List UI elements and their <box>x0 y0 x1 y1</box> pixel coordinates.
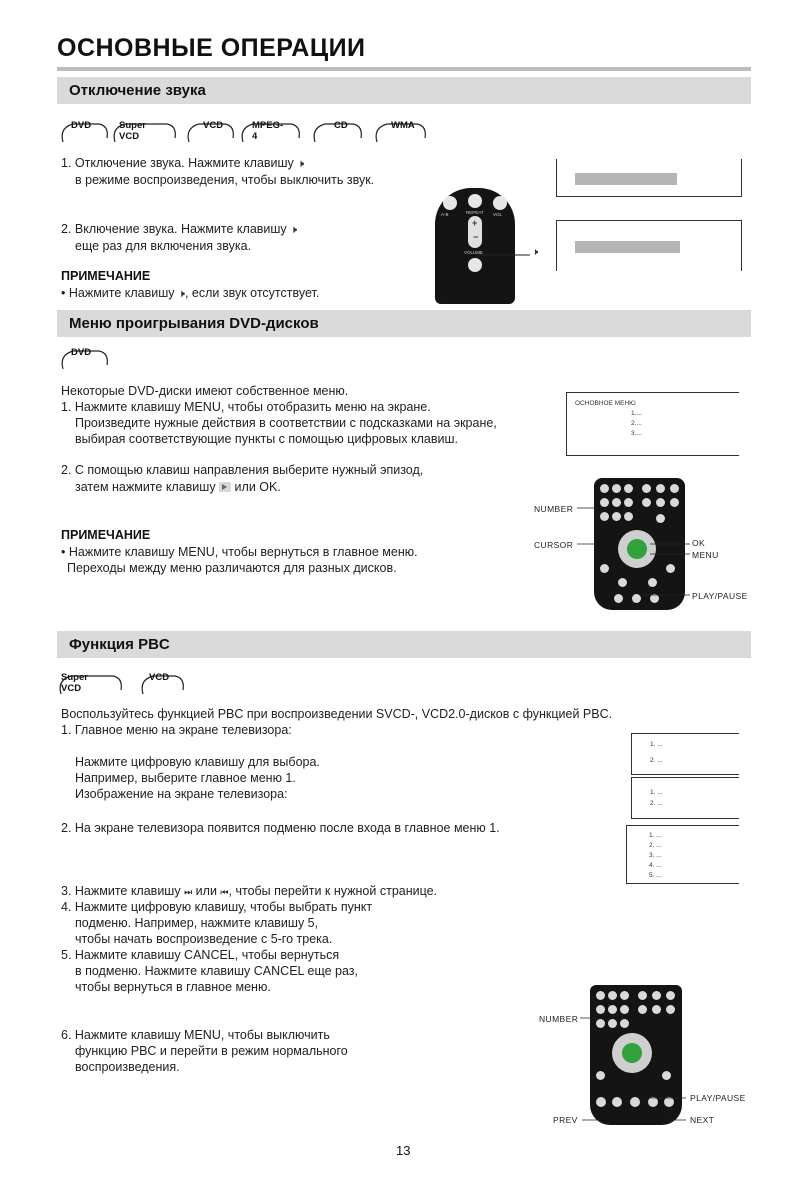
dvd-menu-intro: Некоторые DVD-диски имеют собственное меню. <box>61 384 349 398</box>
pbc-step1-sub1: Нажмите цифровую клавишу для выбора. <box>75 755 320 769</box>
callout-play-pause: PLAY/PAUSE <box>692 591 748 601</box>
pbc-step1-sub2: Например, выберите главное меню 1. <box>75 771 296 785</box>
pbc-step3: 3. Нажмите клавишу ⏭︎ или ⏮︎, чтобы перейти к нужной странице. <box>61 884 438 898</box>
pbc-step5-line1: 5. Нажмите клавишу CANCEL, чтобы вернуться <box>61 948 340 962</box>
mute-callout-icon: 🕨︎ <box>532 247 539 258</box>
pbc-step5-line2: в подменю. Нажмите клавишу CANCEL еще раз, <box>75 964 358 978</box>
callout-number: NUMBER <box>539 1014 579 1024</box>
callout-play-pause: PLAY/PAUSE <box>690 1093 746 1103</box>
section-pbc-heading: Функция PBC <box>69 636 170 653</box>
section-mute-heading: Отключение звука <box>69 82 206 99</box>
tv-screen-pbc-main: 1. ... 2. ... <box>631 733 739 775</box>
callout-menu: MENU <box>692 550 719 560</box>
pbc-intro: Воспользуйтесь функцией PBC при воспроизведении SVCD-, VCD2.0-дисков с функцией PBC. <box>61 707 613 721</box>
remote-mute-illustration: A-B REPEAT VOL + − VOLUME <box>435 188 515 304</box>
section-mute-heading-bar <box>57 77 751 104</box>
dvd-menu-step2-line2: затем нажмите клавишу или OK. <box>75 480 281 494</box>
mute-osd-bar <box>575 173 677 185</box>
pbc-step1-sub3: Изображение на экране телевизора: <box>75 787 288 801</box>
badge-super-vcd: Super VCD <box>119 120 146 142</box>
pbc-step6-line3: воспроизведения. <box>75 1060 180 1074</box>
pbc-step4-line1: 4. Нажмите цифровую клавишу, чтобы выбрать пункт <box>61 900 373 914</box>
badge-wma: WMA <box>391 120 415 131</box>
mute-step2-line2: еще раз для включения звука. <box>75 239 252 253</box>
dvd-menu-note-line1: • Нажмите клавишу MENU, чтобы вернуться в главное меню. <box>61 545 418 559</box>
callout-prev: PREV <box>553 1115 578 1125</box>
tv-screen-mute-on <box>556 159 742 197</box>
page-title: ОСНОВНЫЕ ОПЕРАЦИИ <box>57 34 366 62</box>
badge-vcd: VCD <box>203 120 224 131</box>
ab-button-icon <box>443 196 457 210</box>
dvd-menu-note-line2: Переходы между меню различаются для разных дисков. <box>67 561 397 575</box>
dvd-menu-note-title: ПРИМЕЧАНИЕ <box>61 528 151 542</box>
tv-screen-mute-off <box>556 220 742 271</box>
pbc-step2: 2. На экране телевизора появится подменю после входа в главное меню 1. <box>61 821 500 835</box>
vol-button-icon <box>493 196 507 210</box>
dvd-menu-step1-line2: Произведите нужные действия в соответствии с подсказками на экране, <box>75 416 497 430</box>
callout-ok: OK <box>692 538 706 548</box>
tv-screen-dvd-menu: ОСНОВНОЕ МЕНЮ 1.... 2.... 3.... <box>566 392 739 456</box>
callout-cursor: CURSOR <box>534 540 574 550</box>
mute-icon: 🕨︎ <box>290 224 298 236</box>
title-rule <box>57 67 751 71</box>
pbc-step1: 1. Главное меню на экране телевизора: <box>61 723 292 737</box>
repeat-button-icon <box>468 194 482 208</box>
mute-step2-line1: 2. Включение звука. Нажмите клавишу 🕨︎ <box>61 221 297 239</box>
pbc-step5-line3: чтобы вернуться в главное меню. <box>75 980 271 994</box>
mute-icon: 🕨︎ <box>297 158 305 170</box>
section-dvd-menu-heading-bar <box>57 310 751 337</box>
next-track-icon: ⏭︎ <box>184 887 193 897</box>
badge-dvd: DVD <box>71 347 92 358</box>
tv-screen-pbc-submenu: 1. ... 2. ... 3. ... 4. ... 5. ... <box>626 825 739 884</box>
tv-screen-pbc-selected: 1. ... 2. ... <box>631 777 739 819</box>
dvd-menu-step1-line3: выбирая соответствующие пункты с помощью цифровых клавиш. <box>75 432 458 446</box>
callout-next: NEXT <box>690 1115 715 1125</box>
mute-step1-line2: в режиме воспроизведения, чтобы выключить звук. <box>75 173 375 187</box>
disc-badges-row <box>57 116 437 146</box>
badge-mpeg4: MPEG-4 <box>252 120 284 142</box>
play-pause-icon <box>219 482 231 492</box>
prev-track-icon: ⏮︎ <box>220 887 229 897</box>
screen-menu-title: ОСНОВНОЕ МЕНЮ <box>575 400 636 407</box>
section-dvd-menu-heading: Меню проигрывания DVD-дисков <box>69 315 319 332</box>
pbc-step6-line1: 6. Нажмите клавишу MENU, чтобы выключить <box>61 1028 330 1042</box>
badge-vcd: VCD <box>149 672 170 683</box>
section-pbc-heading-bar <box>57 631 751 658</box>
pbc-step6-line2: функцию PBC и перейти в режим нормального <box>75 1044 348 1058</box>
mute-note-text: • Нажмите клавишу 🕨︎, если звук отсутствует. <box>61 285 319 303</box>
unmute-osd-bar <box>575 241 680 253</box>
badge-cd: CD <box>334 120 348 131</box>
badge-dvd: DVD <box>71 120 92 131</box>
dvd-menu-step1-line1: 1. Нажмите клавишу MENU, чтобы отобразить меню на экране. <box>61 400 431 414</box>
mute-icon: 🕨︎ <box>178 288 185 300</box>
pbc-step4-line2: подменю. Например, нажмите клавишу 5, <box>75 916 319 930</box>
dvd-menu-step2-line1: 2. С помощью клавиш направления выберите нужный эпизод, <box>61 463 424 477</box>
volume-rocker-icon: + − <box>468 216 482 248</box>
mute-note-title: ПРИМЕЧАНИЕ <box>61 269 151 283</box>
pbc-remote-callout-lines <box>580 1010 690 1125</box>
page-number: 13 <box>396 1143 411 1158</box>
pbc-step4-line3: чтобы начать воспроизведение с 5-го трека. <box>75 932 333 946</box>
badge-super-vcd: Super VCD <box>61 672 88 694</box>
callout-number: NUMBER <box>534 504 574 514</box>
mute-step1-line1: 1. Отключение звука. Нажмите клавишу 🕨︎ <box>61 155 304 173</box>
